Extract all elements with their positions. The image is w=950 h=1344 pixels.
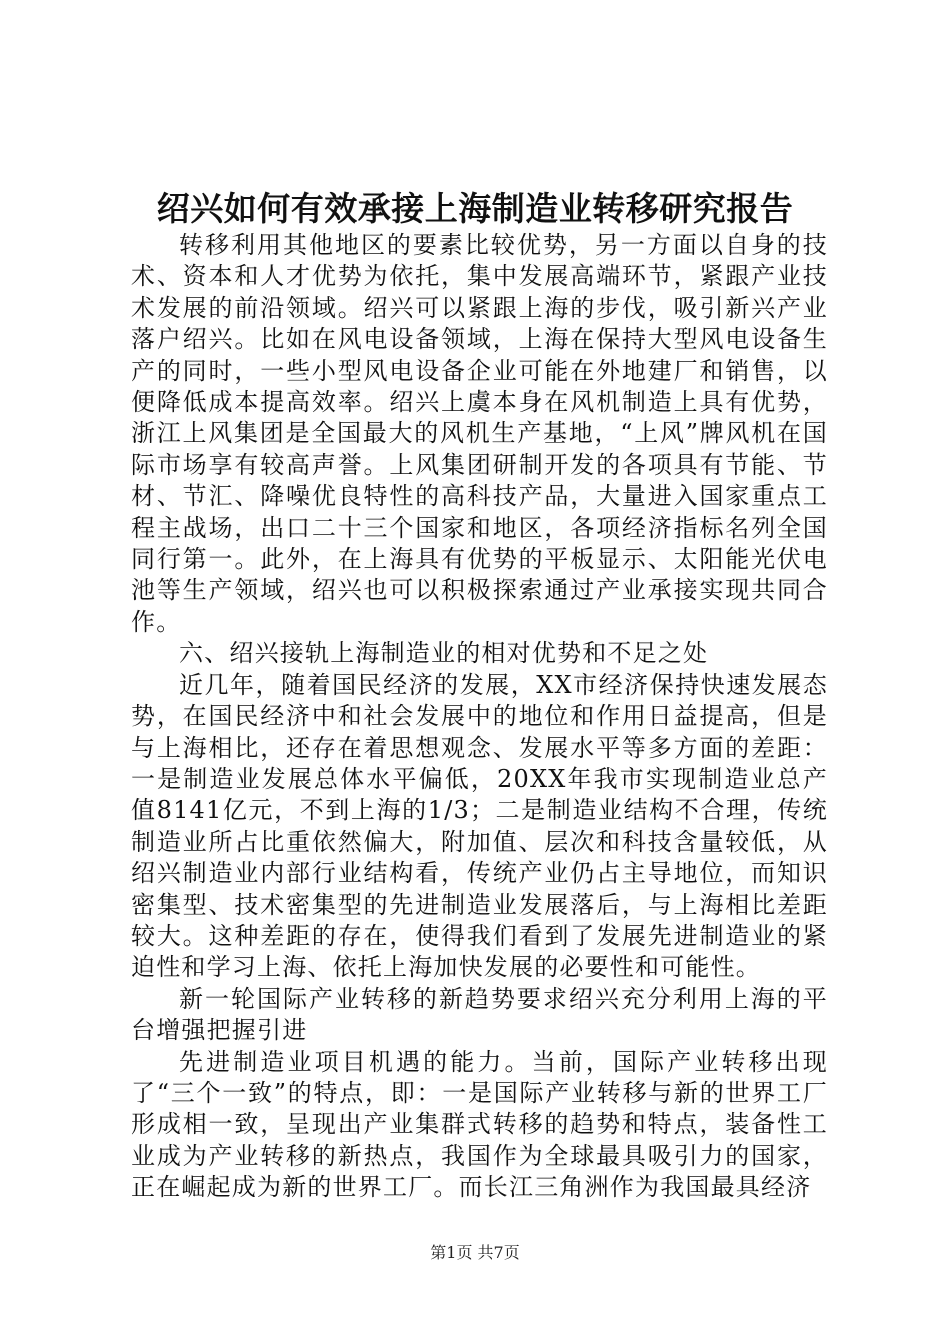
document-body (131, 230, 828, 1204)
paragraph-3: 新一轮国际产业转移的新趋势要求绍兴充分利用上海的平台增强把握引进 (131, 984, 828, 1045)
paragraph-4: 先进制造业项目机遇的能力。当前，国际产业转移出现了“三个一致”的特点，即：一是国际产业转移与新的世界工厂形成相一致，呈现出产业集群式转移的趋势和特点，装备性工业成为产业转移的新热点，我国作为全球最具吸引力的国家，正在崛起成为新的世界工厂。而长江三角洲作为我国最具经济 (131, 1047, 828, 1202)
document-title: 绍兴如何有效承接上海制造业转移研究报告 (156, 189, 794, 228)
section-heading-6: 六、绍兴接轨上海制造业的相对优势和不足之处 (179, 639, 709, 668)
paragraph-2: 近几年，随着国民经济的发展，XX市经济保持快速发展态势，在国民经济中和社会发展中的地位和作用日益提高，但是与上海相比，还存在着思想观念、发展水平等多方面的差距：一是制造业发展总体水平偏低，20XX年我市实现制造业总产值8141亿元，不到上海的1/3；二是制造业结构不合理，传统制造业所占比重依然偏大，附加值、层次和科技含量较低，从绍兴制造业内部行业结构看，传统产业仍占主导地位，而知识密集型、技术密集型的先进制造业发展落后，与上海相比差距较大。这种差距的存在，使得我们看到了发展先进制造业的紧迫性和学习上海、依托上海加快发展的必要性和可能性。 (131, 670, 828, 982)
page-number-footer: 第1页 共7页 (430, 1243, 520, 1262)
paragraph-1: 转移利用其他地区的要素比较优势，另一方面以自身的技术、资本和人才优势为依托，集中发展高端环节，紧跟产业技术发展的前沿领域。绍兴可以紧跟上海的步伐，吸引新兴产业落户绍兴。比如在风电设备领域，上海在保持大型风电设备生产的同时，一些小型风电设备企业可能在外地建厂和销售，以便降低成本提高效率。绍兴上虞本身在风机制造上具有优势，浙江上风集团是全国最大的风机生产基地，“上风”牌风机在国际市场享有较高声誉。上风集团研制开发的各项具有节能、节材、节汇、降噪优良特性的高科技产品，大量进入国家重点工程主战场，出口二十三个国家和地区，各项经济指标名列全国同行第一。此外，在上海具有优势的平板显示、太阳能光伏电池等生产领域，绍兴也可以积极探索通过产业承接实现共同合作。 (131, 231, 828, 636)
